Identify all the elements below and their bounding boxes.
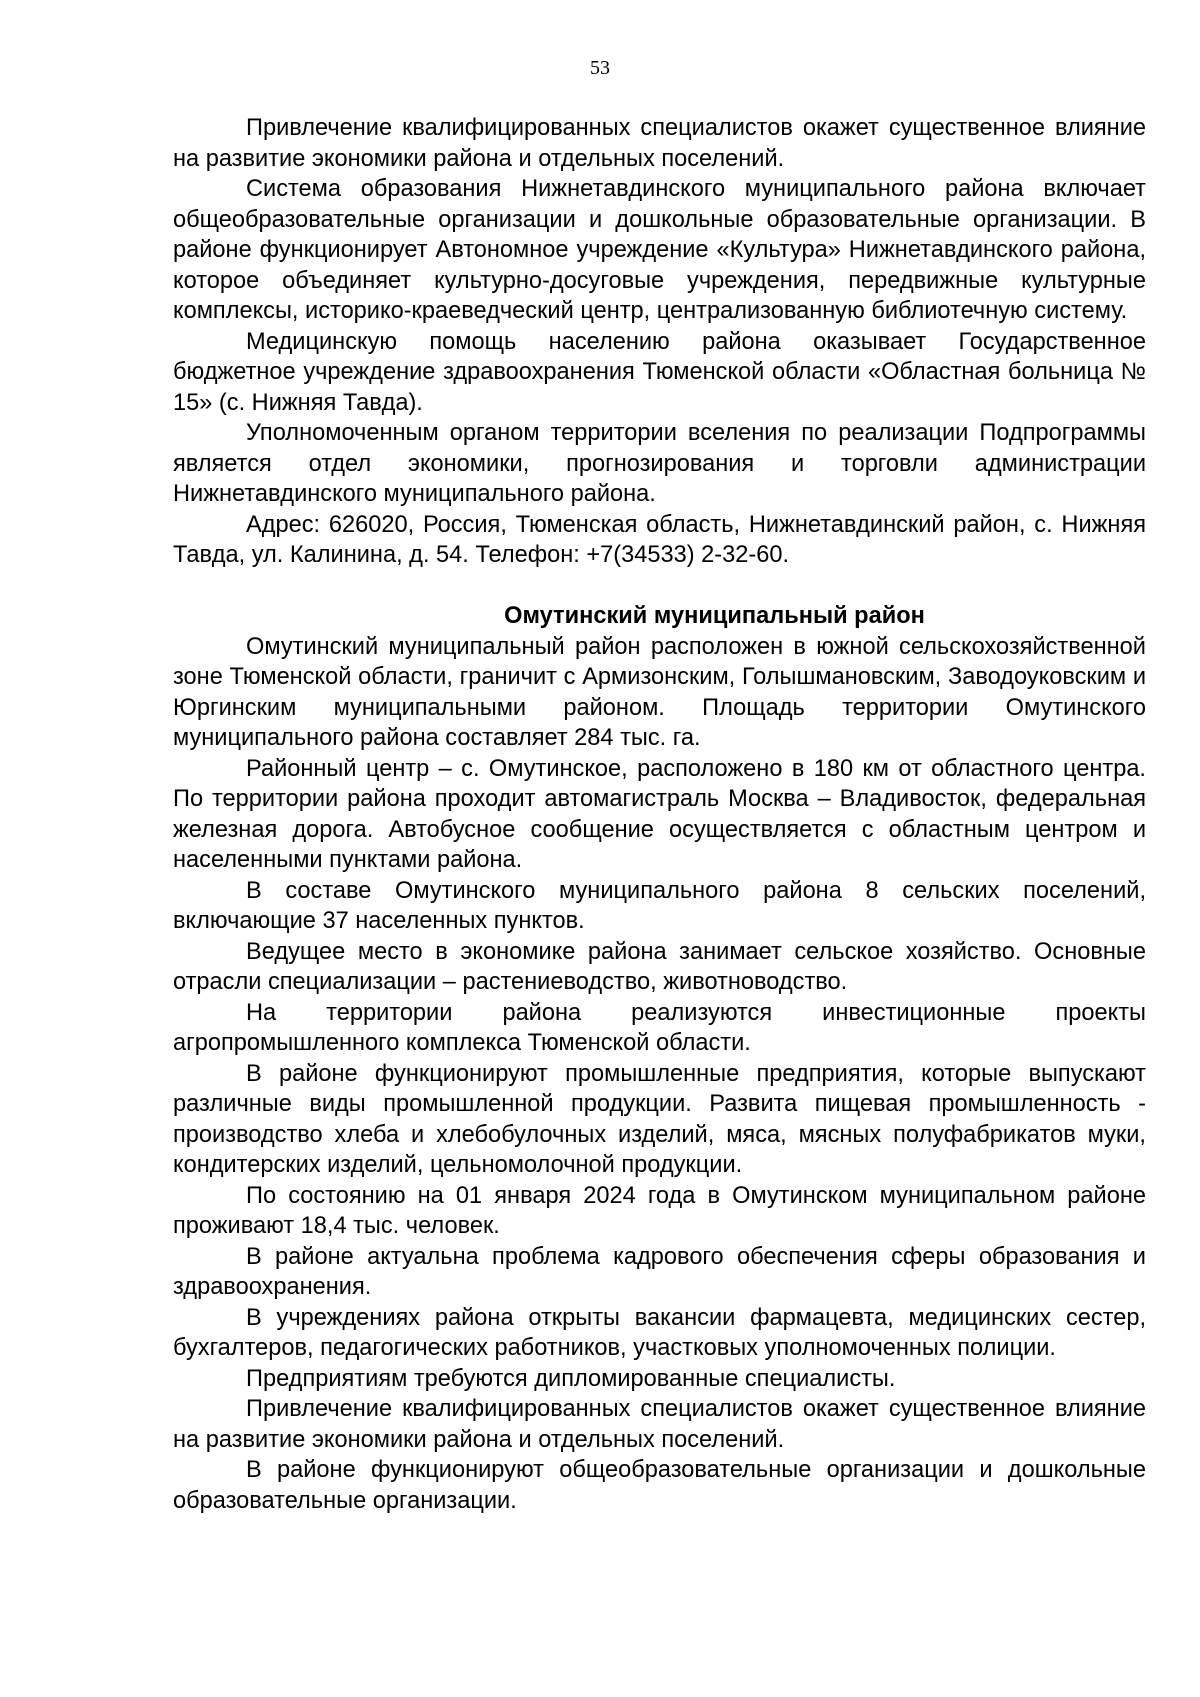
paragraph: В районе функционируют промышленные предприятия, которые выпускают различные виды промышленной продукции. Развита пищевая промышленность - производство хлеба и хлебобулочных изделий, мяса, мясных полуфабрикатов муки, кондитерских изделий, цельномолочной продукции. (173, 1060, 1146, 1178)
paragraph: На территории района реализуются инвестиционные проекты агропромышленного комплекса Тюменской области. (173, 999, 1146, 1056)
document-body (173, 113, 1146, 1516)
paragraph: Привлечение квалифицированных специалистов окажет существенное влияние на развитие экономики района и отдельных поселений. (173, 115, 1146, 172)
paragraph: В районе актуальна проблема кадрового обеспечения сферы образования и здравоохранения. (173, 1243, 1146, 1300)
paragraph: Система образования Нижнетавдинского муниципального района включает общеобразовательные организации и дошкольные образовательные организации. В районе функционирует Автономное учреждение «Культура» Нижнетавдинского района, которое объединяет культурно-досуговые учреждения, передвижные культурные комплексы, историко-краеведческий центр, централизованную библиотечную систему. (173, 176, 1146, 324)
section-spacer (173, 571, 1146, 602)
paragraph: Районный центр – с. Омутинское, расположено в 180 км от областного центра. По территории района проходит автомагистраль Москва – Владивосток, федеральная железная дорога. Автобусное сообщение осуществляется с областным центром и населенными пунктами района. (173, 755, 1146, 873)
paragraph: Предприятиям требуются дипломированные специалисты. (246, 1365, 896, 1392)
paragraph: Ведущее место в экономике района занимает сельское хозяйство. Основные отрасли специализации – растениеводство, животноводство. (173, 938, 1146, 995)
paragraph: В районе функционируют общеобразовательные организации и дошкольные образовательные организации. (173, 1457, 1146, 1514)
paragraph: В учреждениях района открыты вакансии фармацевта, медицинских сестер, бухгалтеров, педагогических работников, участковых уполномоченных полиции. (173, 1304, 1146, 1361)
section-heading: Омутинский муниципальный район (504, 603, 925, 629)
paragraph: Адрес: 626020, Россия, Тюменская область, Нижнетавдинский район, с. Нижняя Тавда, ул. Калинина, д. 54. Телефон: +7(34533) 2-32-60. (173, 511, 1146, 568)
paragraph: Омутинский муниципальный район расположен в южной сельскохозяйственной зоне Тюменской области, граничит с Армизонским, Голышмановским, Заводоуковским и Юргинским муниципальными районом. Площадь территории Омутинского муниципального района составляет 284 тыс. га. (173, 633, 1146, 751)
paragraph: В составе Омутинского муниципального района 8 сельских поселений, включающие 37 населенных пунктов. (173, 877, 1146, 934)
paragraph: Уполномоченным органом территории вселения по реализации Подпрограммы является отдел экономики, прогнозирования и торговли администрации Нижнетавдинского муниципального района. (173, 420, 1146, 507)
paragraph: Медицинскую помощь населению района оказывает Государственное бюджетное учреждение здравоохранения Тюменской области «Областная больница № 15» (с. Нижняя Тавда). (173, 328, 1146, 416)
paragraph: По состоянию на 01 января 2024 года в Омутинском муниципальном районе проживают 18,4 тыс. человек. (173, 1182, 1146, 1239)
paragraph: Привлечение квалифицированных специалистов окажет существенное влияние на развитие экономики района и отдельных поселений. (173, 1396, 1146, 1453)
page-number: 53 (590, 57, 610, 79)
